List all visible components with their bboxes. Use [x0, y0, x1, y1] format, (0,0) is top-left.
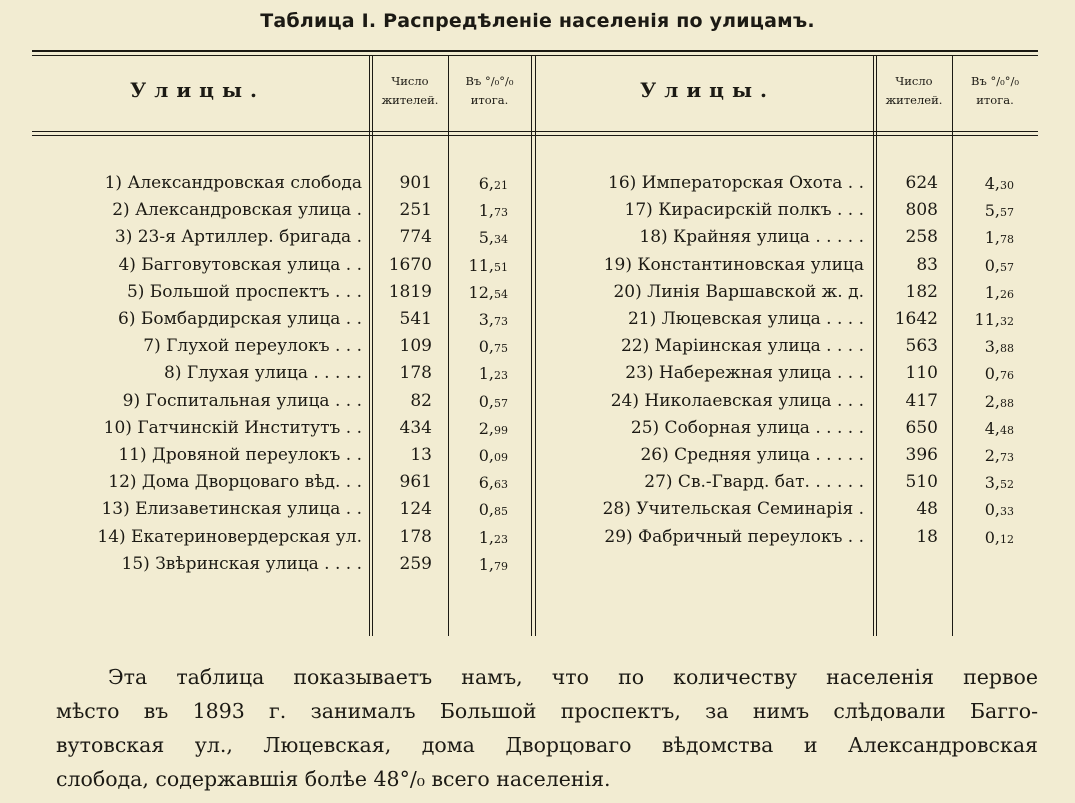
table-row	[0, 279, 1075, 306]
resident-count: 251	[399, 200, 432, 221]
percent-decimal: 23	[494, 369, 508, 383]
percent-of-total	[952, 279, 1014, 308]
table-title: Таблица I. Распредѣленіе населенія по улицамъ.	[260, 10, 815, 32]
percent-integer: 0,	[478, 391, 494, 411]
resident-count: 541	[399, 309, 432, 329]
paragraph-line: мѣсто въ 1893 г. занималъ Большой проспектъ, за нимъ слѣдовали Багго-	[56, 699, 1038, 723]
paragraph-line: вутовская ул., Люцевская, дома Дворцоваго вѣдомства и Александровская	[56, 733, 1038, 757]
percent-decimal: 54	[494, 287, 508, 301]
street-name: 12) Дома Дворцоваго вѣд. . .	[108, 472, 362, 493]
percent-integer: 0,	[478, 337, 494, 357]
table-row	[0, 306, 1075, 333]
resident-count: 13	[410, 445, 432, 465]
percent-decimal: 33	[1000, 505, 1014, 519]
percent-decimal: 73	[494, 315, 508, 328]
percent-decimal: 48	[1000, 423, 1014, 437]
resident-count: 1642	[894, 309, 938, 329]
percent-integer: 3,	[984, 337, 1000, 357]
percent-integer: 0,	[984, 500, 1000, 520]
street-name: 13) Елизаветинская улица . .	[101, 499, 362, 520]
street-name: 4) Багговутовская улица . .	[118, 254, 362, 275]
percent-integer: 2,	[478, 418, 494, 438]
street-name: 14) Екатериновердерская ул.	[97, 526, 362, 547]
count-header-line1: Число	[391, 74, 429, 88]
percent-of-total	[952, 224, 1014, 253]
percent-of-total	[952, 469, 1014, 498]
percent-integer: 1,	[478, 201, 494, 221]
top-rule-thick	[32, 50, 1038, 52]
percent-decimal: 57	[1000, 206, 1014, 220]
percent-integer: 6,	[478, 174, 494, 193]
percent-integer: 0,	[984, 255, 1000, 275]
resident-count: 901	[399, 173, 432, 193]
percent-integer: 5,	[478, 228, 494, 248]
street-name: 28) Учительская Семинарія .	[602, 499, 864, 520]
resident-count: 563	[905, 336, 938, 357]
resident-count: 259	[399, 553, 432, 574]
street-name: 25) Соборная улица . . . . .	[630, 417, 864, 438]
percent-integer: 0,	[984, 527, 1000, 547]
resident-count: 110	[905, 363, 938, 384]
count-header	[876, 72, 952, 110]
street-name: 27) Св.-Гвард. бат. . . . . .	[644, 472, 864, 493]
street-name: 9) Госпитальная улица . . .	[122, 390, 362, 411]
resident-count: 258	[905, 227, 938, 248]
count-header-line1: Число	[895, 74, 933, 88]
percent-integer: 5,	[984, 201, 1000, 221]
percent-of-total	[952, 333, 1014, 362]
street-name: 10) Гатчинскій Институтъ . .	[103, 417, 362, 438]
pct-header-line2: итога.	[470, 93, 509, 107]
table-row	[0, 551, 1075, 578]
table-row	[0, 388, 1075, 415]
resident-count: 178	[399, 363, 432, 384]
resident-count: 650	[905, 417, 938, 438]
table-row	[0, 360, 1075, 387]
percent-decimal: 73	[494, 206, 508, 220]
percent-decimal: 78	[1000, 233, 1014, 247]
table-row	[0, 469, 1075, 496]
percent-decimal: 85	[494, 505, 508, 519]
resident-count: 396	[905, 445, 938, 465]
table-row	[0, 333, 1075, 360]
table-row	[0, 524, 1075, 551]
count-header-line2: жителей.	[381, 93, 439, 107]
percent-decimal: 63	[494, 478, 508, 492]
count-header-line2: жителей.	[885, 93, 943, 107]
percent-decimal: 34	[494, 233, 508, 247]
percent-integer: 1,	[478, 554, 494, 574]
street-header: Улицы.	[640, 78, 775, 102]
resident-count: 774	[399, 227, 432, 248]
street-name: 3) 23-я Артиллер. бригада .	[114, 227, 362, 248]
percent-decimal: 57	[1000, 260, 1014, 274]
percent-decimal: 76	[1000, 369, 1014, 383]
percent-integer: 2,	[984, 391, 1000, 411]
street-name: 11) Дровяной переулокъ . .	[118, 445, 362, 465]
street-name: 24) Николаевская улица . . .	[610, 390, 864, 411]
resident-count: 124	[399, 499, 432, 520]
percent-integer: 3,	[478, 310, 494, 329]
street-name: 23) Набережная улица . . .	[625, 363, 864, 384]
percent-of-total	[952, 360, 1014, 389]
resident-count: 434	[399, 417, 432, 438]
resident-count: 1670	[388, 254, 432, 275]
percent-integer: 0,	[478, 446, 494, 465]
percent-decimal: 79	[494, 559, 508, 573]
street-name: 5) Большой проспектъ . . .	[126, 281, 362, 302]
percent-of-total	[952, 170, 1014, 199]
percent-integer: 1,	[984, 282, 1000, 302]
percent-decimal: 30	[1000, 179, 1014, 192]
percent-decimal: 73	[1000, 451, 1014, 464]
percent-decimal: 52	[1000, 478, 1014, 492]
percent-decimal: 88	[1000, 342, 1014, 356]
percent-decimal: 23	[494, 532, 508, 546]
resident-count: 178	[399, 526, 432, 547]
percent-integer: 6,	[478, 473, 494, 493]
resident-count: 182	[905, 281, 938, 302]
street-name: 15) Звѣринская улица . . . .	[121, 553, 362, 574]
percent-decimal: 51	[494, 260, 508, 274]
resident-count: 624	[905, 173, 938, 193]
percent-integer: 4,	[984, 174, 1000, 193]
percent-of-total	[952, 524, 1014, 553]
resident-count: 961	[399, 472, 432, 493]
pct-header-line1: Въ °/₀°/₀	[971, 74, 1019, 88]
percent-integer: 0,	[984, 364, 1000, 384]
percent-decimal: 88	[1000, 396, 1014, 410]
table-row	[0, 224, 1075, 251]
percent-of-total	[952, 306, 1014, 335]
table-row	[0, 415, 1075, 442]
street-name: 6) Бомбардирская улица . .	[118, 309, 362, 329]
percent-decimal: 12	[1000, 532, 1014, 546]
table-row	[0, 197, 1075, 224]
paragraph-line: слобода, содержавшія болѣе 48°/₀ всего населенія.	[56, 767, 611, 791]
percent-integer: 1,	[478, 364, 494, 384]
table-row	[0, 496, 1075, 523]
street-name: 1) Александровская слобода	[104, 173, 362, 193]
percent-integer: 11,	[468, 255, 494, 275]
percent-of-total	[952, 388, 1014, 417]
resident-count: 83	[916, 254, 938, 275]
percent-of-total	[952, 252, 1014, 281]
resident-count: 18	[916, 526, 938, 547]
resident-count: 510	[905, 472, 938, 493]
resident-count: 1819	[388, 281, 432, 302]
street-name: 17) Кирасирскій полкъ . . .	[624, 200, 864, 221]
percent-of-total	[952, 197, 1014, 226]
percent-of-total	[952, 496, 1014, 525]
street-name: 22) Маріинская улица . . . .	[620, 336, 864, 357]
percent-of-total	[448, 551, 508, 580]
street-name: 26) Средняя улица . . . . .	[640, 445, 864, 465]
paragraph-line: Эта таблица показываетъ намъ, что по количеству населенія первое	[108, 665, 1038, 689]
percent-integer: 0,	[478, 500, 494, 520]
resident-count: 109	[399, 336, 432, 357]
percent-integer: 12,	[468, 282, 494, 302]
street-header: Улицы.	[130, 78, 265, 102]
percent-integer: 1,	[478, 527, 494, 547]
percent-decimal: 32	[1000, 315, 1014, 328]
pct-header	[952, 72, 1038, 110]
street-name: 18) Крайняя улица . . . . .	[639, 227, 864, 248]
percent-integer: 1,	[984, 228, 1000, 248]
street-name: 29) Фабричный переулокъ . .	[604, 526, 864, 547]
percent-integer: 2,	[984, 446, 1000, 465]
pct-header	[448, 72, 531, 110]
street-name: 7) Глухой переулокъ . . .	[143, 336, 362, 357]
table-row	[0, 170, 1075, 197]
percent-decimal: 99	[494, 423, 508, 437]
resident-count: 808	[905, 200, 938, 221]
table-row	[0, 252, 1075, 279]
street-name: 20) Линія Варшавской ж. д.	[613, 281, 864, 302]
percent-integer: 11,	[974, 310, 1000, 329]
resident-count: 82	[410, 390, 432, 411]
percent-integer: 4,	[984, 418, 1000, 438]
percent-decimal: 75	[494, 342, 508, 356]
body-paragraph	[56, 660, 1038, 796]
count-header	[372, 72, 448, 110]
pct-header-line1: Въ °/₀°/₀	[465, 74, 514, 88]
percent-of-total	[952, 442, 1014, 471]
percent-integer: 3,	[984, 473, 1000, 493]
street-name: 16) Императорская Охота . .	[608, 173, 864, 193]
street-name: 8) Глухая улица . . . . .	[164, 363, 362, 384]
street-name: 21) Люцевская улица . . . .	[627, 309, 864, 329]
percent-decimal: 09	[494, 451, 508, 464]
street-name: 2) Александровская улица .	[112, 200, 362, 221]
percent-decimal: 21	[494, 179, 508, 192]
percent-of-total	[952, 415, 1014, 444]
percent-decimal: 57	[494, 396, 508, 410]
resident-count: 48	[916, 499, 938, 520]
resident-count: 417	[905, 390, 938, 411]
pct-header-line2: итога.	[976, 93, 1014, 107]
percent-decimal: 26	[1000, 287, 1014, 301]
street-name: 19) Константиновская улица	[603, 254, 864, 275]
table-row	[0, 442, 1075, 469]
